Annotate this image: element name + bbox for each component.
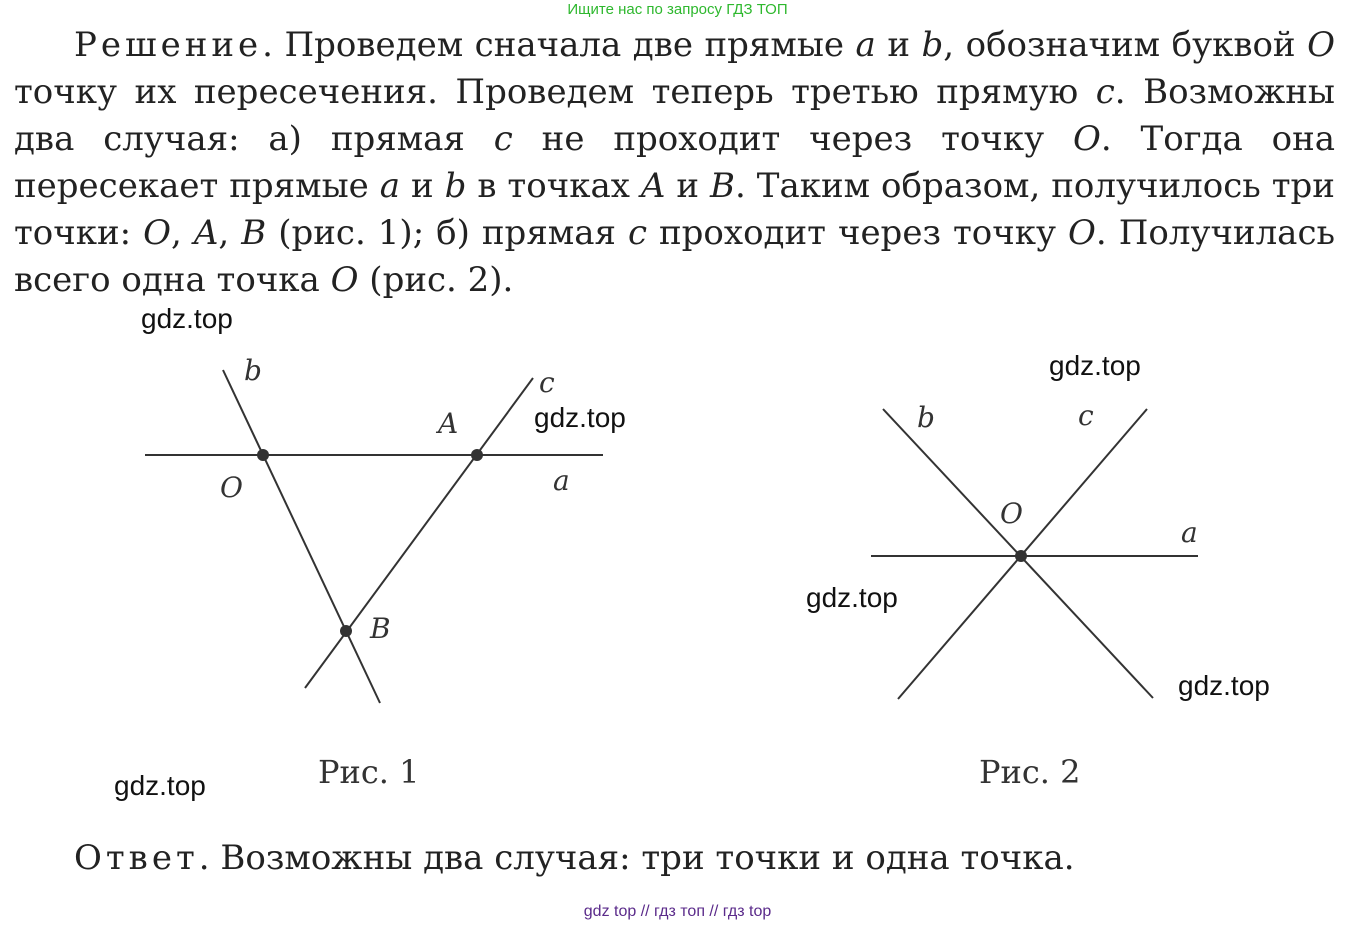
label-c: c xyxy=(1078,399,1094,432)
figure-2 xyxy=(871,399,1198,699)
text-fragment: и xyxy=(400,166,445,206)
watermark: gdz.top xyxy=(534,402,626,433)
text-fragment: . Получилась всего одна точка xyxy=(14,213,1336,300)
text-fragment: , xyxy=(218,213,242,253)
math-var: c xyxy=(1095,72,1115,112)
text-fragment: не проходит через точку xyxy=(512,119,1073,159)
math-var: O xyxy=(1068,213,1096,253)
line-c xyxy=(305,378,533,688)
text-fragment: . Проведем сначала две прямые xyxy=(262,25,856,65)
text-fragment: в точках xyxy=(466,166,641,206)
point-O xyxy=(257,449,269,461)
answer-heading: Ответ xyxy=(74,838,199,878)
math-var: b xyxy=(444,166,467,206)
math-var: O xyxy=(1072,119,1101,159)
footer-links: gdz top // гдз топ // гдз top xyxy=(583,903,772,920)
label-c: c xyxy=(539,366,555,399)
label-b: b xyxy=(917,401,935,434)
point-B xyxy=(340,625,352,637)
text-fragment: . Тогда она пересекает прямые xyxy=(14,119,1335,206)
label-O: O xyxy=(1000,497,1023,530)
text-fragment: , обозначим буквой xyxy=(943,25,1308,65)
math-var: O xyxy=(143,213,172,253)
text-fragment: , xyxy=(171,213,194,253)
math-var: c xyxy=(627,213,647,253)
label-a: a xyxy=(553,464,570,497)
line-b xyxy=(223,370,380,703)
label-b: b xyxy=(244,354,262,387)
watermark: gdz.top xyxy=(141,303,233,334)
watermark: gdz.top xyxy=(114,770,206,801)
figure-1-caption: Рис. 1 xyxy=(318,753,420,791)
figure-2-caption: Рис. 2 xyxy=(979,753,1081,791)
label-A: A xyxy=(438,407,459,440)
watermark: gdz.top xyxy=(1178,670,1270,701)
label-B: B xyxy=(370,612,391,645)
answer-text: . Возможны два случая: три точки и одна точка. xyxy=(198,838,1075,878)
math-var: b xyxy=(921,25,944,65)
math-var: O xyxy=(1307,25,1335,65)
math-var: B xyxy=(241,213,267,253)
math-var: A xyxy=(640,166,666,206)
text-fragment: (рис. 1); б) прямая xyxy=(266,213,628,253)
math-var: A xyxy=(193,213,219,253)
text-fragment: . Таким образом, получилось три точки: xyxy=(14,166,1335,253)
solution-heading: Решение xyxy=(74,25,263,65)
label-a: a xyxy=(1181,516,1198,549)
label-O: O xyxy=(220,471,243,504)
answer-line xyxy=(74,838,1075,878)
text-fragment: проходит через точку xyxy=(647,213,1069,253)
text-fragment: и xyxy=(875,25,922,65)
math-var: a xyxy=(379,166,400,206)
point-O xyxy=(1015,550,1027,562)
search-banner: Ищите нас по запросу ГДЗ ТОП xyxy=(567,1,788,18)
text-fragment: точку их пересечения. Проведем теперь третью прямую xyxy=(14,72,1096,112)
text-fragment: и xyxy=(665,166,711,206)
math-var: O xyxy=(330,260,359,300)
watermark: gdz.top xyxy=(806,582,898,613)
watermark: gdz.top xyxy=(1049,350,1141,381)
math-var: c xyxy=(493,119,513,159)
math-var: B xyxy=(710,166,736,206)
text-fragment: (рис. 2). xyxy=(358,260,514,300)
point-A xyxy=(471,449,483,461)
math-var: a xyxy=(855,25,876,65)
text-fragment: . Возможны два случая: а) прямая xyxy=(14,72,1335,159)
